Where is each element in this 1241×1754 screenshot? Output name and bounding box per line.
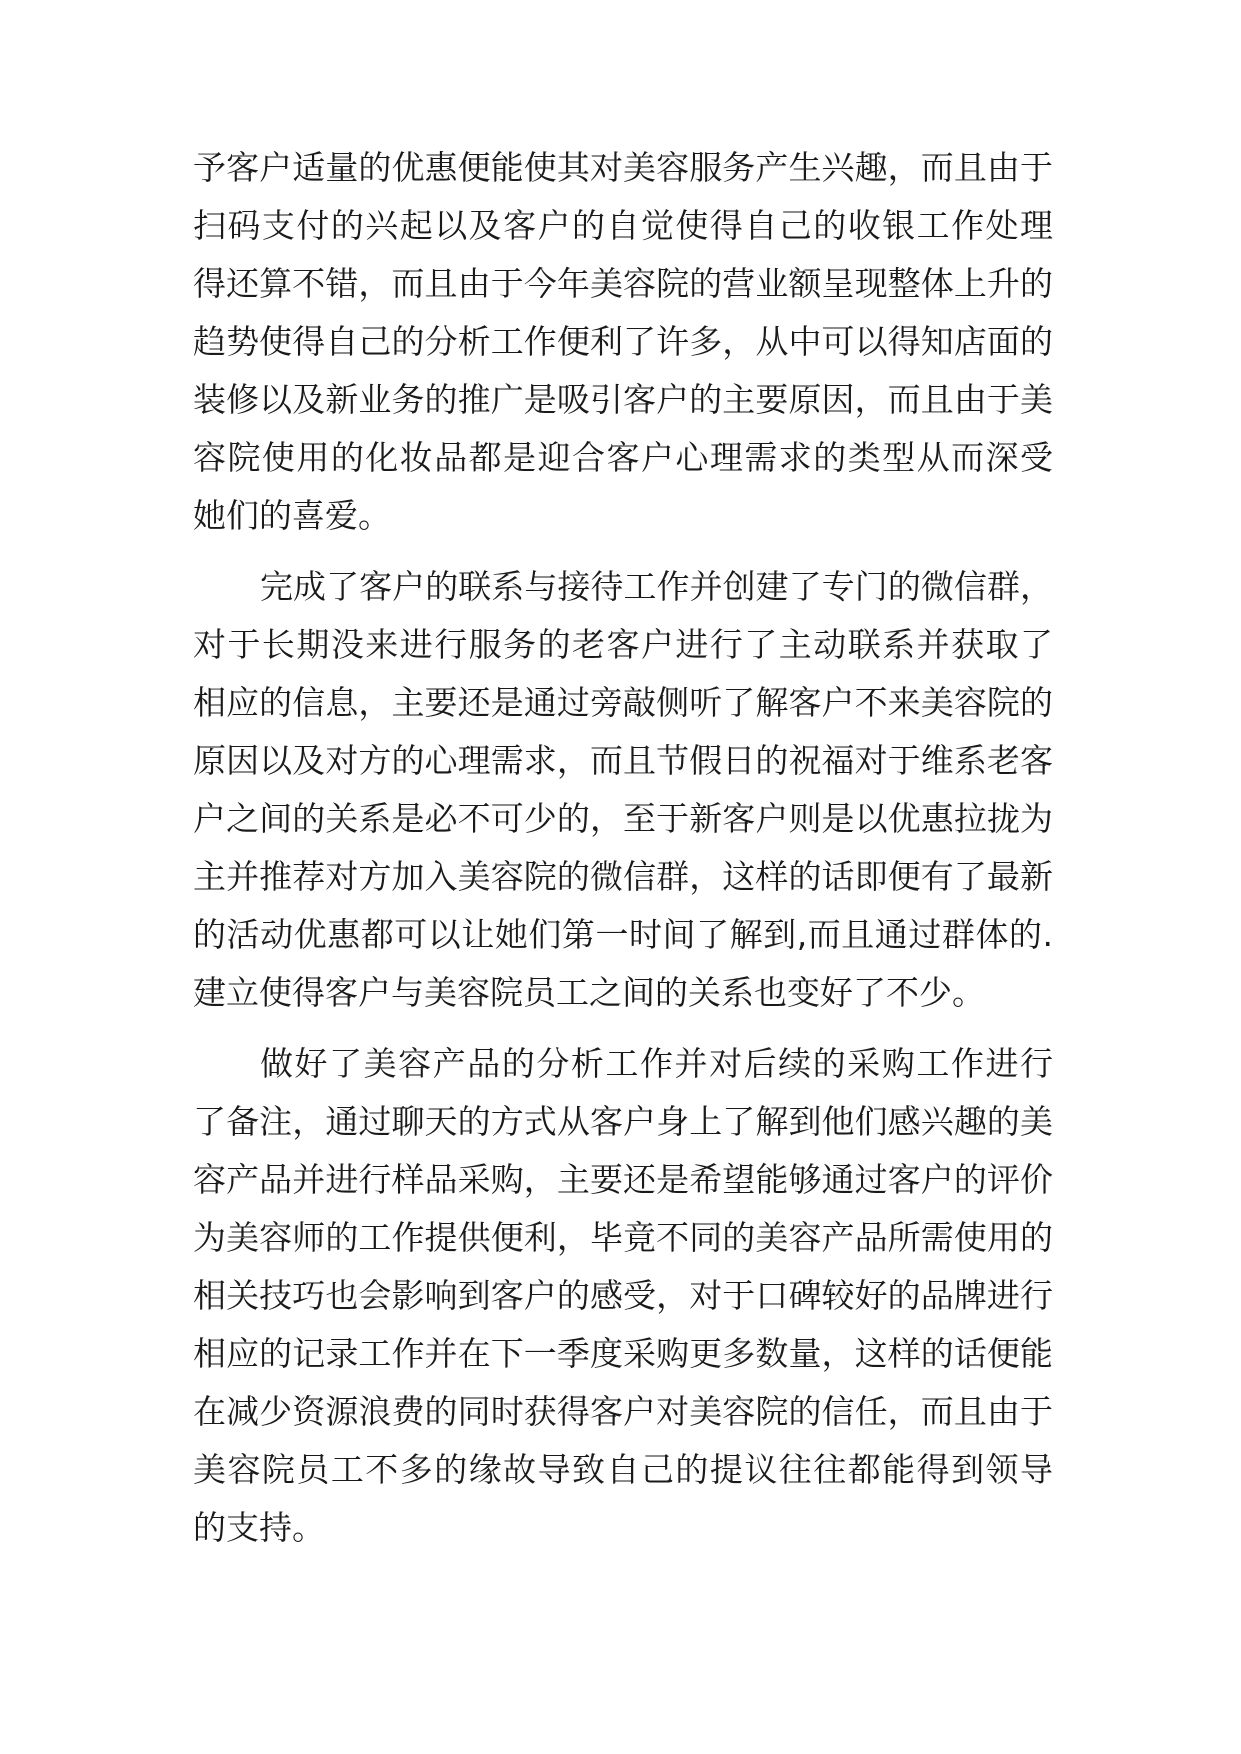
paragraph-line: 主并推荐对方加入美容院的微信群，这样的话即便有了最新 — [193, 857, 1053, 896]
paragraph-line: 户之间的关系是必不可少的，至于新客户则是以优惠拉拢为 — [193, 799, 1053, 838]
paragraph-first-line: 完成了客户的联系与接待工作并创建了专门的微信群， — [260, 567, 1053, 606]
paragraph-line: 相应的记录工作并在下一季度采购更多数量，这样的话便能 — [193, 1334, 1053, 1373]
paragraph-line: 装修以及新业务的推广是吸引客户的主要原因，而且由于美 — [193, 380, 1053, 419]
paragraph-line: 容产品并进行样品采购，主要还是希望能够通过客户的评价 — [193, 1160, 1053, 1199]
paragraph-line: 她们的喜爱。 — [193, 496, 391, 535]
paragraph-line: 相应的信息，主要还是通过旁敲侧听了解客户不来美容院的 — [193, 683, 1053, 722]
paragraph-line: 容院使用的化妆品都是迎合客户心理需求的类型从而深受 — [193, 438, 1053, 477]
paragraph-line: 的支持。 — [193, 1508, 325, 1547]
paragraph-line: 美容院员工不多的缘故导致自己的提议往往都能得到领导 — [193, 1450, 1053, 1489]
paragraph-line: 为美容师的工作提供便利，毕竟不同的美容产品所需使用的 — [193, 1218, 1053, 1257]
paragraph-line: 了备注，通过聊天的方式从客户身上了解到他们感兴趣的美 — [193, 1102, 1053, 1141]
paragraph-line: 的活动优惠都可以让她们第一时间了解到,而且通过群体的. — [193, 915, 1053, 954]
paragraph-line: 趋势使得自己的分析工作便利了许多，从中可以得知店面的 — [193, 322, 1053, 361]
paragraph-line: 在减少资源浪费的同时获得客户对美容院的信任，而且由于 — [193, 1392, 1053, 1431]
paragraph-first-line: 做好了美容产品的分析工作并对后续的采购工作进行 — [260, 1044, 1053, 1083]
paragraph-line: 予客户适量的优惠便能使其对美容服务产生兴趣，而且由于 — [193, 148, 1053, 187]
paragraph-line: 建立使得客户与美容院员工之间的关系也变好了不少。 — [193, 973, 985, 1012]
paragraph-line: 对于长期没来进行服务的老客户进行了主动联系并获取了 — [193, 625, 1053, 664]
paragraph-line: 扫码支付的兴起以及客户的自觉使得自己的收银工作处理 — [193, 206, 1053, 245]
paragraph-line: 原因以及对方的心理需求，而且节假日的祝福对于维系老客 — [193, 741, 1053, 780]
paragraph-line: 得还算不错，而且由于今年美容院的营业额呈现整体上升的 — [193, 264, 1053, 303]
paragraph-line: 相关技巧也会影响到客户的感受，对于口碑较好的品牌进行 — [193, 1276, 1053, 1315]
